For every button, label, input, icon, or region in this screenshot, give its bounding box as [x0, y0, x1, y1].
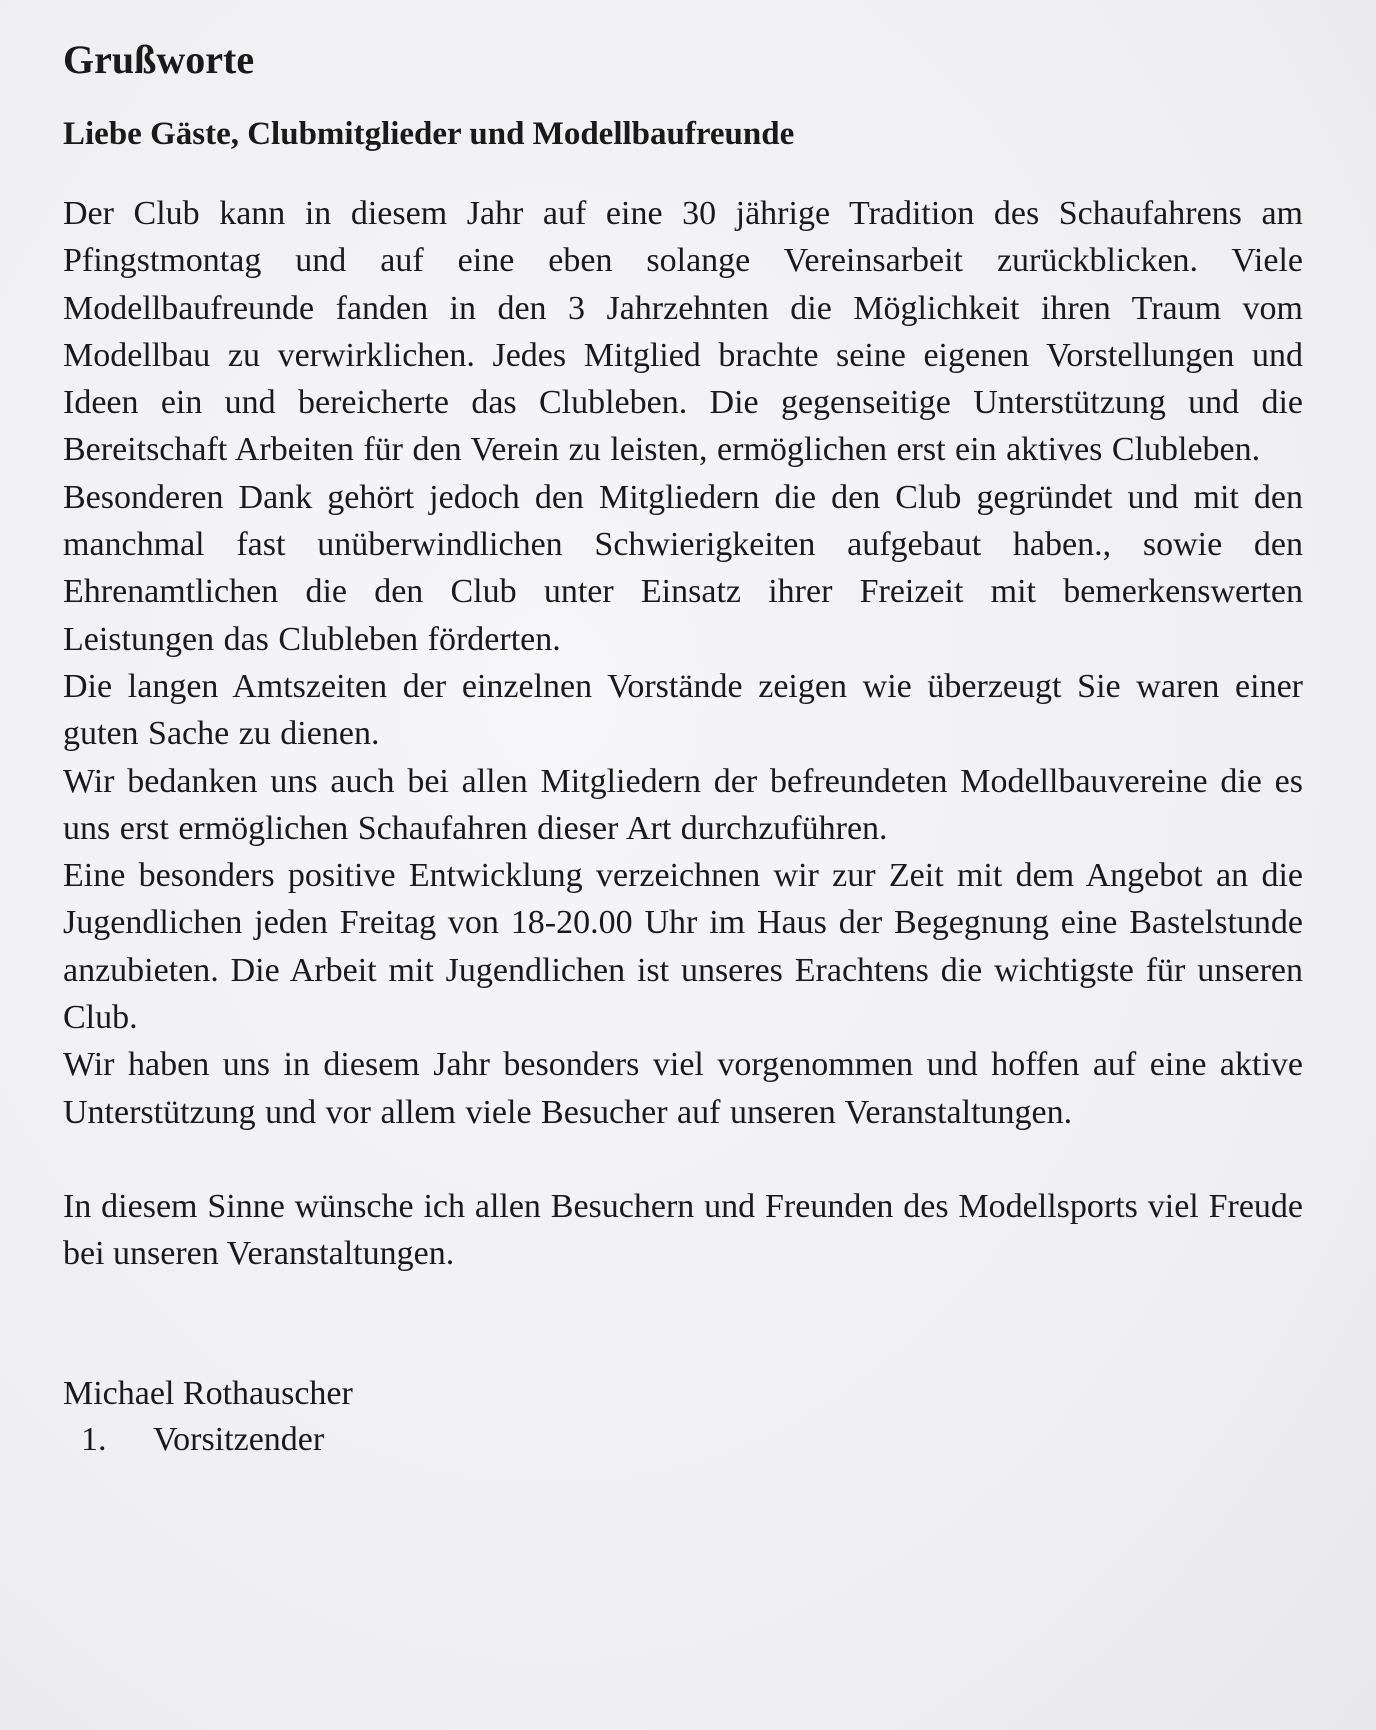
salutation: Liebe Gäste, Clubmitglieder und Modellbaufreunde: [63, 116, 795, 152]
role-title: Vorsitzender: [153, 1420, 325, 1458]
page-title: Grußworte: [63, 37, 255, 82]
signature-role: [63, 1417, 1303, 1463]
paragraph: Die langen Amtszeiten der einzelnen Vorstände zeigen wie überzeugt Sie waren einer guten Sache zu dienen.: [63, 667, 1303, 753]
paragraph: Besonderen Dank gehört jedoch den Mitgliedern die den Club gegründet und mit den manchmal fast unüberwindlichen Schwierigkeiten aufgebaut haben., sowie den Ehrenamtlichen die den Club unter Einsatz ihrer Freizeit mit bemerkenswerten Leistungen das Clubleben förderten.: [63, 478, 1303, 658]
letter-body: [63, 190, 1303, 1136]
paragraph: Wir bedanken uns auch bei allen Mitgliedern der befreundeten Modellbauvereine die es uns erst ermöglichen Schaufahren dieser Art durchzuführen.: [63, 762, 1303, 847]
signature-name: Michael Rothauscher: [63, 1374, 353, 1412]
closing-paragraph: In diesem Sinne wünsche ich allen Besuchern und Freunden des Modellsports viel Freude bei unseren Veranstaltungen.: [63, 1187, 1303, 1272]
role-number: 1.: [81, 1420, 107, 1458]
paragraph: Eine besonders positive Entwicklung verzeichnen wir zur Zeit mit dem Angebot an die Jugendlichen jeden Freitag von 18-20.00 Uhr im Haus der Begegnung eine Bastelstunde anzubieten. Die Arbeit mit Jugendlichen ist unseres Erachtens die wichtigste für unseren Club.: [63, 857, 1303, 1037]
paragraph: Wir haben uns in diesem Jahr besonders viel vorgenommen und hoffen auf eine aktive Unterstützung und vor allem viele Besucher auf unseren Veranstaltungen.: [63, 1046, 1303, 1131]
letter-content: [63, 30, 1303, 1463]
paragraph: Der Club kann in diesem Jahr auf eine 30 jährige Tradition des Schaufahrens am Pfingstmontag und auf eine eben solange Vereinsarbeit zurückblicken. Viele Modellbaufreunde fanden in den 3 Jahrzehnten die Möglichkeit ihren Traum vom Modellbau zu verwirklichen. Jedes Mitglied brachte seine eigenen Vorstellungen und Ideen ein und bereicherte das Clubleben. Die gegenseitige Unterstützung und die Bereitschaft Arbeiten für den Verein zu leisten, ermöglichen erst ein aktives Clubleben.: [63, 195, 1303, 469]
